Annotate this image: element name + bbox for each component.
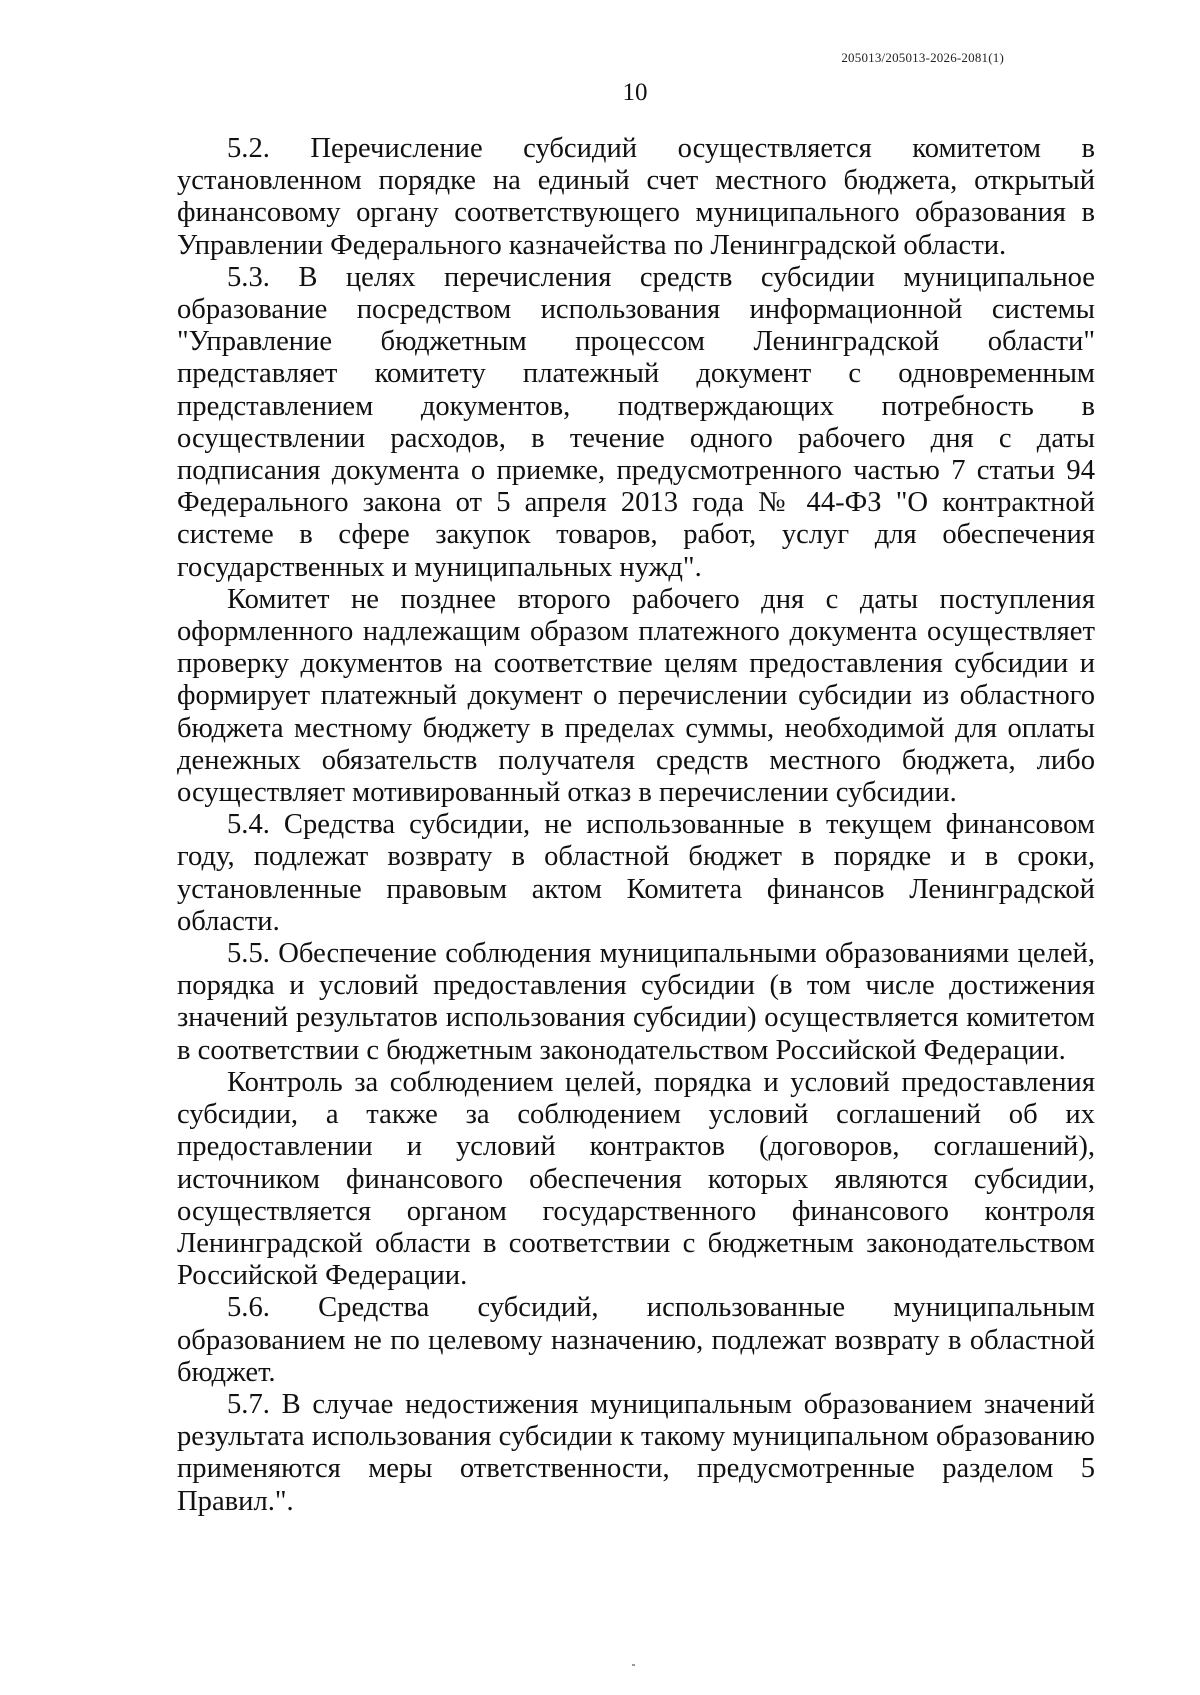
paragraph-5-3: 5.3. В целях перечисления средств субсидии муниципальное образование посредством использования информационной системы "Управление бюджетным процессом Ленинградской области" представляет комитету платежный документ с одновременным представлением документов, подтверждающих потребность в осуществлении расходов, в течение одного рабочего дня с даты подписания документа о приемке, предусмотренного частью 7 статьи 94 Федерального закона от 5 апреля 2013 года № 44-ФЗ "О контрактной системе в сфере закупок товаров, работ, услуг для обеспечения государственных и муниципальных нужд".	[177, 261, 1095, 583]
paragraph-5-2: 5.2. Перечисление субсидий осуществляется комитетом в установленном порядке на единый счет местного бюджета, открытый финансовому органу соответствующего муниципального образования в Управлении Федерального казначейства по Ленинградской области.	[177, 133, 1095, 261]
paragraph-5-5: 5.5. Обеспечение соблюдения муниципальными образованиями целей, порядка и условий предоставления субсидии (в том числе достижения значений результатов использования субсидии) осуществляется комитетом в соответствии с бюджетным законодательством Российской Федерации.	[177, 938, 1095, 1066]
paragraph-committee-check: Комитет не позднее второго рабочего дня с даты поступления оформленного надлежащим образом платежного документа осуществляет проверку документов на соответствие целям предоставления субсидии и формирует платежный документ о перечислении субсидии из областного бюджета местному бюджету в пределах суммы, необходимой для оплаты денежных обязательств получателя средств местного бюджета, либо осуществляет мотивированный отказ в перечислении субсидии.	[177, 583, 1095, 809]
page-number: 10	[622, 79, 648, 106]
paragraph-control: Контроль за соблюдением целей, порядка и условий предоставления субсидии, а также за соблюдением условий соглашений об их предоставлении и условий контрактов (договоров, соглашений), источником финансового обеспечения которых являются субсидии, осуществляется органом государственного финансового контроля Ленинградской области в соответствии с бюджетным законодательством Российской Федерации.	[177, 1066, 1095, 1292]
paragraph-5-4: 5.4. Средства субсидии, не использованные в текущем финансовом году, подлежат возврату в областной бюджет в порядке и в сроки, установленные правовым актом Комитета финансов Ленинградской области.	[177, 809, 1095, 937]
document-id: 205013/205013-2026-2081(1)	[841, 50, 1004, 65]
paragraph-5-6: 5.6. Средства субсидий, использованные муниципальным образованием не по целевому назначению, подлежат возврату в областной бюджет.	[177, 1292, 1095, 1388]
scan-speck	[632, 1664, 635, 1666]
document-body	[177, 133, 1095, 1518]
paragraph-5-7: 5.7. В случае недостижения муниципальным образованием значений результата использования субсидии к такому муниципальном образованию применяются меры ответственности, предусмотренные разделом 5 Правил.".	[177, 1388, 1095, 1517]
